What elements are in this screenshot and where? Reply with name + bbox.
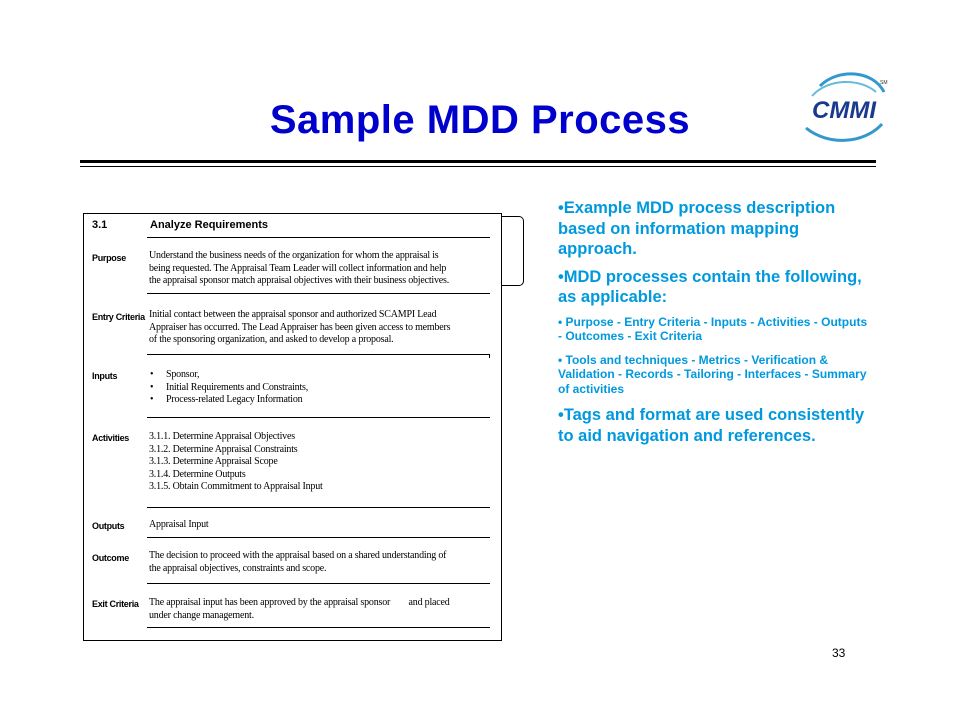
purpose-label: Purpose [92,253,126,263]
bullet-dot-icon: • [150,369,154,380]
entry-line: of the sponsoring organization, and asked to develop a proposal. [149,334,394,346]
logo-text: CMMI [812,97,876,124]
outcome-label: Outcome [92,553,129,563]
list-item: 3.1.1. Determine Appraisal Objectives [149,431,295,442]
outputs-divider [147,537,490,538]
activities-divider [147,507,490,508]
bullet-item: •Example MDD process description based on information mapping approach. [558,199,836,258]
inputs-divider [147,417,490,418]
exit-divider [147,627,490,628]
slide-title: Sample MDD Process [269,98,691,142]
entry-divider [147,354,490,355]
bullet-dot-icon: • [150,394,154,406]
bullet-item: •MDD processes contain the following, as applicable: [558,267,862,306]
sub-bullet-item: • Purpose - Entry Criteria - Inputs - Activities - Outputs - Outcomes - Exit Criteria [558,314,868,343]
exit-criteria-text [149,597,494,622]
entry-criteria-label: Entry Criteria [92,312,145,322]
outputs-text: Appraisal Input [149,519,209,530]
exit-line: under change management. [149,609,254,621]
outputs-label: Outputs [92,521,125,531]
activities-label: Activities [92,433,130,443]
title-rule-thin [80,166,876,167]
list-item: • Initial Requirements and Constraints, [150,381,309,393]
activities-list [149,431,494,494]
logo-trademark: SM [880,80,888,86]
entry-criteria-text [149,309,494,347]
purpose-divider [147,293,490,294]
list-item: 3.1.5. Obtain Commitment to Appraisal Input [149,481,323,493]
exit-criteria-label: Exit Criteria [92,599,139,609]
outcome-divider [147,583,490,584]
purpose-line: the appraisal sponsor match appraisal objectives with their business objectives. [149,275,450,287]
entry-line: Appraiser has occurred. The Lead Appraiser has been given access to members [149,321,451,333]
purpose-line: Understand the business needs of the organization for whom the appraisal is [149,250,439,261]
bullet-dot-icon: • [150,381,154,393]
outcome-line: The decision to proceed with the appraisal based on a shared understanding of [149,550,447,561]
list-item: 3.1.2. Determine Appraisal Constraints [149,443,298,455]
section-title: Analyze Requirements [150,219,268,231]
section-number: 3.1 [92,219,108,231]
cmmi-logo-icon [798,66,890,148]
list-item: • Process-related Legacy Information [150,394,303,406]
exit-line: The appraisal input has been approved by the appraisal sponsor and placed [149,597,450,608]
list-item: 3.1.4. Determine Outputs [149,468,246,480]
title-rule-thick [80,160,876,163]
document-tab-bracket [500,216,524,286]
section-divider [147,237,490,238]
outcome-text [149,550,494,575]
list-item: • Sponsor, [150,369,200,380]
entry-line: Initial contact between the appraisal sponsor and authorized SCAMPI Lead [149,309,437,320]
bullet-item: •Tags and format are used consistently to aid navigation and references. [558,406,865,445]
purpose-text [149,250,494,288]
list-item: 3.1.3. Determine Appraisal Scope [149,456,278,468]
purpose-line: being requested. The Appraisal Team Leader will collect information and help [149,262,447,274]
inputs-list [150,369,308,407]
inputs-label: Inputs [92,371,118,381]
page-number: 33 [832,646,846,660]
outcome-line: the appraisal objectives, constraints and scope. [149,562,327,574]
logo-swoosh-bottom [806,124,882,140]
bullet-list [558,198,868,453]
sub-bullet-item: • Tools and techniques - Metrics - Verification & Validation - Records - Tailoring - Interfaces - Summary of activities [558,352,867,396]
